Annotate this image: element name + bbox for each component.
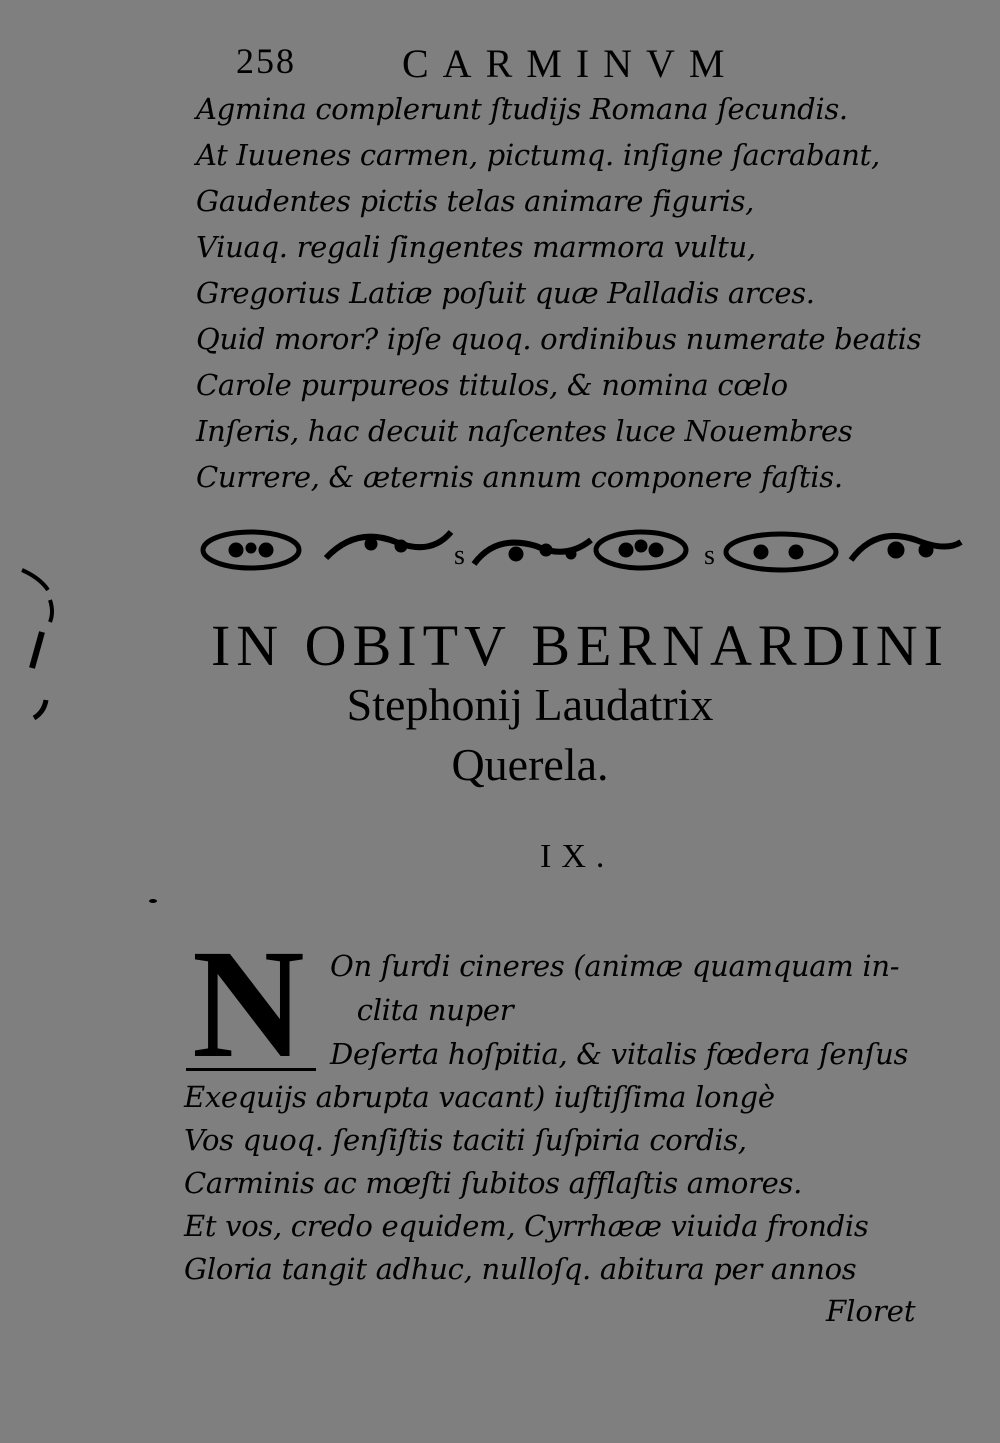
verse-line: Et vos, credo equidem, Cyrrhææ viuida frondis (184, 1209, 869, 1243)
fleuron-ornament (851, 536, 961, 560)
verse-line: Agmina complerunt ſtudijs Romana ſecundis. (196, 92, 848, 126)
verse-line: Vos quoq. ſenſiſtis taciti ſuſpiria cordis, (184, 1123, 747, 1157)
page-number: 258 (236, 41, 296, 81)
poem-opening-lines (330, 944, 908, 1076)
verse-line: At Iuuenes carmen, pictumq. inſigne ſacrabant, (196, 138, 880, 172)
verse-line: Quid moror? ipſe quoq. ordinibus numerate beatis (196, 322, 922, 356)
poem-title-line-1: IN OBITV BERNARDINI (210, 613, 949, 678)
verse-line: Gregorius Latiæ poſuit quæ Palladis arces. (196, 276, 815, 310)
verse-line: Gaudentes pictis telas animare figuris, (196, 184, 755, 218)
verse-line: Inſeris, hac decuit naſcentes luce Nouembres (196, 414, 853, 448)
fleuron-ornament (726, 534, 836, 570)
verse-line: clita nuper (330, 993, 514, 1027)
poem-continued-lines (184, 1076, 868, 1291)
verse-line: Exequijs abrupta vacant) iuſtiſſima longè (184, 1080, 775, 1114)
poem-number: IX. (540, 838, 615, 875)
svg-text:s: s (704, 540, 715, 571)
ornamental-band (196, 520, 966, 580)
ink-speck (148, 898, 158, 904)
margin-mark (10, 560, 70, 730)
drop-cap (186, 917, 316, 1090)
running-head (230, 40, 790, 90)
svg-text:s: s (454, 540, 465, 571)
verse-line: Carminis ac mœſti ſubitos afflaſtis amores. (184, 1166, 802, 1200)
verse-line: Gloria tangit adhuc, nulloſq. abitura per annos (184, 1252, 857, 1286)
top-verse-block (196, 86, 921, 500)
fleuron-ornament (474, 540, 591, 564)
drop-cap-letter: N (192, 917, 305, 1090)
verse-line: Carole purpureos titulos, & nomina cœlo (196, 368, 788, 402)
verse-line: Viuaq. regali ſingentes marmora vultu, (196, 230, 756, 264)
verse-line: Currere, & æternis annum componere faſtis. (196, 460, 843, 494)
fleuron-ornament (203, 532, 299, 568)
fleuron-ornament (596, 532, 686, 568)
verse-line: On ſurdi cineres (animæ quamquam in- (330, 949, 900, 983)
poem-title-line-3: Querela. (451, 739, 609, 790)
catchword: Floret (826, 1294, 916, 1328)
fleuron-ornament (326, 532, 451, 558)
poem-title-line-2: Stephonij Laudatrix (346, 679, 714, 730)
running-title: CARMINVM (402, 41, 739, 86)
verse-line: Deſerta hoſpitia, & vitalis fœdera ſenſus (330, 1037, 909, 1071)
